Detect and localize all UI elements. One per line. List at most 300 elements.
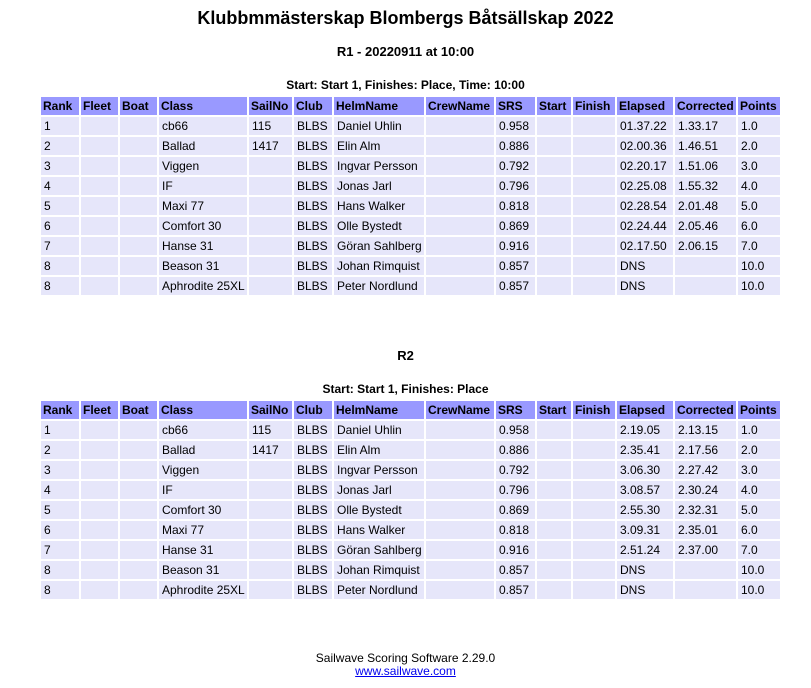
cell-helmname: Ingvar Persson bbox=[334, 157, 424, 175]
cell-points: 7.0 bbox=[738, 541, 780, 559]
cell-class: Ballad bbox=[159, 137, 247, 155]
table-row bbox=[41, 117, 780, 135]
cell-crewname bbox=[426, 257, 494, 275]
cell-fleet bbox=[81, 117, 118, 135]
cell-club: BLBS bbox=[294, 177, 332, 195]
cell-rank: 1 bbox=[41, 117, 79, 135]
cell-srs: 0.818 bbox=[496, 197, 535, 215]
cell-boat bbox=[120, 421, 157, 439]
cell-club: BLBS bbox=[294, 441, 332, 459]
cell-sailno: 1417 bbox=[249, 441, 292, 459]
cell-class: Beason 31 bbox=[159, 257, 247, 275]
cell-finish bbox=[573, 521, 615, 539]
cell-corrected: 2.06.15 bbox=[675, 237, 736, 255]
cell-crewname bbox=[426, 117, 494, 135]
cell-elapsed: 2.19.05 bbox=[617, 421, 673, 439]
cell-sailno bbox=[249, 481, 292, 499]
cell-fleet bbox=[81, 501, 118, 519]
column-header-boat: Boat bbox=[120, 97, 157, 115]
cell-boat bbox=[120, 277, 157, 295]
cell-elapsed: 02.17.50 bbox=[617, 237, 673, 255]
cell-finish bbox=[573, 581, 615, 599]
software-credit: Sailwave Scoring Software 2.29.0 bbox=[315, 651, 496, 665]
cell-rank: 8 bbox=[41, 257, 79, 275]
cell-start bbox=[537, 521, 571, 539]
cell-start bbox=[537, 217, 571, 235]
cell-class: Comfort 30 bbox=[159, 217, 247, 235]
race-1-title: R1 - 20220911 at 10:00 bbox=[336, 44, 475, 59]
cell-helmname: Elin Alm bbox=[334, 137, 424, 155]
cell-helmname: Daniel Uhlin bbox=[334, 421, 424, 439]
table-row bbox=[41, 277, 780, 295]
cell-sailno bbox=[249, 237, 292, 255]
cell-rank: 7 bbox=[41, 541, 79, 559]
cell-crewname bbox=[426, 237, 494, 255]
cell-corrected: 2.32.31 bbox=[675, 501, 736, 519]
table-row bbox=[41, 137, 780, 155]
race-2-title: R2 bbox=[397, 348, 414, 363]
table-row bbox=[41, 197, 780, 215]
column-header-start: Start bbox=[537, 401, 571, 419]
cell-fleet bbox=[81, 277, 118, 295]
cell-finish bbox=[573, 197, 615, 215]
cell-corrected: 2.17.56 bbox=[675, 441, 736, 459]
cell-helmname: Ingvar Persson bbox=[334, 461, 424, 479]
cell-corrected: 2.27.42 bbox=[675, 461, 736, 479]
cell-helmname: Daniel Uhlin bbox=[334, 117, 424, 135]
cell-sailno bbox=[249, 541, 292, 559]
cell-elapsed: DNS bbox=[617, 581, 673, 599]
cell-points: 7.0 bbox=[738, 237, 780, 255]
table-row bbox=[41, 217, 780, 235]
cell-rank: 7 bbox=[41, 237, 79, 255]
cell-crewname bbox=[426, 217, 494, 235]
cell-start bbox=[537, 117, 571, 135]
cell-sailno bbox=[249, 277, 292, 295]
cell-class: Viggen bbox=[159, 461, 247, 479]
cell-points: 6.0 bbox=[738, 217, 780, 235]
cell-sailno: 115 bbox=[249, 421, 292, 439]
cell-srs: 0.916 bbox=[496, 237, 535, 255]
cell-rank: 2 bbox=[41, 441, 79, 459]
cell-srs: 0.796 bbox=[496, 177, 535, 195]
cell-rank: 5 bbox=[41, 197, 79, 215]
cell-srs: 0.869 bbox=[496, 501, 535, 519]
column-header-elapsed: Elapsed bbox=[617, 97, 673, 115]
cell-start bbox=[537, 501, 571, 519]
cell-points: 1.0 bbox=[738, 421, 780, 439]
cell-sailno bbox=[249, 501, 292, 519]
table-row bbox=[41, 441, 780, 459]
cell-finish bbox=[573, 541, 615, 559]
cell-sailno bbox=[249, 521, 292, 539]
column-header-sailno: SailNo bbox=[249, 97, 292, 115]
cell-points: 1.0 bbox=[738, 117, 780, 135]
cell-finish bbox=[573, 177, 615, 195]
cell-fleet bbox=[81, 177, 118, 195]
cell-helmname: Johan Rimquist bbox=[334, 257, 424, 275]
column-header-start: Start bbox=[537, 97, 571, 115]
cell-fleet bbox=[81, 197, 118, 215]
table-row bbox=[41, 177, 780, 195]
cell-finish bbox=[573, 237, 615, 255]
cell-elapsed: 3.08.57 bbox=[617, 481, 673, 499]
cell-crewname bbox=[426, 277, 494, 295]
cell-sailno: 1417 bbox=[249, 137, 292, 155]
cell-elapsed: DNS bbox=[617, 257, 673, 275]
cell-boat bbox=[120, 257, 157, 275]
race-1-start-info: Start: Start 1, Finishes: Place, Time: 10:00 bbox=[286, 78, 525, 92]
cell-rank: 4 bbox=[41, 177, 79, 195]
column-header-rank: Rank bbox=[41, 97, 79, 115]
cell-class: cb66 bbox=[159, 421, 247, 439]
cell-class: Maxi 77 bbox=[159, 521, 247, 539]
cell-points: 3.0 bbox=[738, 461, 780, 479]
cell-corrected: 2.05.46 bbox=[675, 217, 736, 235]
cell-boat bbox=[120, 157, 157, 175]
cell-finish bbox=[573, 561, 615, 579]
cell-start bbox=[537, 561, 571, 579]
column-header-club: Club bbox=[294, 401, 332, 419]
cell-rank: 2 bbox=[41, 137, 79, 155]
cell-crewname bbox=[426, 197, 494, 215]
cell-boat bbox=[120, 461, 157, 479]
cell-finish bbox=[573, 117, 615, 135]
table-row bbox=[41, 157, 780, 175]
cell-helmname: Olle Bystedt bbox=[334, 217, 424, 235]
cell-fleet bbox=[81, 157, 118, 175]
cell-helmname: Göran Sahlberg bbox=[334, 237, 424, 255]
cell-club: BLBS bbox=[294, 117, 332, 135]
table-row bbox=[41, 581, 780, 599]
cell-corrected bbox=[675, 277, 736, 295]
cell-fleet bbox=[81, 541, 118, 559]
cell-class: Ballad bbox=[159, 441, 247, 459]
column-header-crewname: CrewName bbox=[426, 401, 494, 419]
cell-club: BLBS bbox=[294, 481, 332, 499]
cell-crewname bbox=[426, 137, 494, 155]
cell-boat bbox=[120, 137, 157, 155]
cell-rank: 8 bbox=[41, 277, 79, 295]
cell-corrected bbox=[675, 581, 736, 599]
cell-crewname bbox=[426, 481, 494, 499]
race-1-results-table bbox=[39, 95, 782, 297]
cell-fleet bbox=[81, 237, 118, 255]
cell-crewname bbox=[426, 561, 494, 579]
cell-elapsed: 02.28.54 bbox=[617, 197, 673, 215]
cell-fleet bbox=[81, 521, 118, 539]
cell-points: 5.0 bbox=[738, 501, 780, 519]
table-row bbox=[41, 421, 780, 439]
cell-sailno bbox=[249, 461, 292, 479]
cell-srs: 0.818 bbox=[496, 521, 535, 539]
cell-start bbox=[537, 461, 571, 479]
cell-fleet bbox=[81, 461, 118, 479]
cell-finish bbox=[573, 277, 615, 295]
cell-start bbox=[537, 581, 571, 599]
cell-helmname: Peter Nordlund bbox=[334, 581, 424, 599]
cell-finish bbox=[573, 257, 615, 275]
column-header-corrected: Corrected bbox=[675, 401, 736, 419]
cell-fleet bbox=[81, 421, 118, 439]
cell-boat bbox=[120, 481, 157, 499]
cell-corrected: 1.33.17 bbox=[675, 117, 736, 135]
column-header-sailno: SailNo bbox=[249, 401, 292, 419]
cell-srs: 0.857 bbox=[496, 277, 535, 295]
cell-boat bbox=[120, 501, 157, 519]
cell-corrected bbox=[675, 561, 736, 579]
cell-points: 2.0 bbox=[738, 441, 780, 459]
table-row bbox=[41, 257, 780, 275]
cell-finish bbox=[573, 481, 615, 499]
cell-points: 3.0 bbox=[738, 157, 780, 175]
cell-start bbox=[537, 137, 571, 155]
cell-points: 2.0 bbox=[738, 137, 780, 155]
cell-elapsed: 01.37.22 bbox=[617, 117, 673, 135]
cell-rank: 3 bbox=[41, 157, 79, 175]
cell-srs: 0.792 bbox=[496, 157, 535, 175]
cell-corrected: 2.13.15 bbox=[675, 421, 736, 439]
cell-club: BLBS bbox=[294, 197, 332, 215]
cell-boat bbox=[120, 177, 157, 195]
column-header-elapsed: Elapsed bbox=[617, 401, 673, 419]
race-2-results-table bbox=[39, 399, 782, 601]
cell-sailno bbox=[249, 561, 292, 579]
cell-rank: 6 bbox=[41, 521, 79, 539]
cell-points: 10.0 bbox=[738, 257, 780, 275]
cell-start bbox=[537, 157, 571, 175]
cell-helmname: Johan Rimquist bbox=[334, 561, 424, 579]
cell-crewname bbox=[426, 581, 494, 599]
race-2-start-info: Start: Start 1, Finishes: Place bbox=[322, 382, 489, 396]
cell-helmname: Jonas Jarl bbox=[334, 481, 424, 499]
cell-club: BLBS bbox=[294, 541, 332, 559]
cell-crewname bbox=[426, 177, 494, 195]
cell-club: BLBS bbox=[294, 237, 332, 255]
cell-boat bbox=[120, 197, 157, 215]
cell-srs: 0.792 bbox=[496, 461, 535, 479]
cell-rank: 3 bbox=[41, 461, 79, 479]
cell-fleet bbox=[81, 561, 118, 579]
cell-srs: 0.857 bbox=[496, 561, 535, 579]
cell-helmname: Peter Nordlund bbox=[334, 277, 424, 295]
cell-corrected: 1.51.06 bbox=[675, 157, 736, 175]
cell-club: BLBS bbox=[294, 421, 332, 439]
cell-elapsed: 2.35.41 bbox=[617, 441, 673, 459]
cell-srs: 0.869 bbox=[496, 217, 535, 235]
sailwave-link[interactable]: www.sailwave.com bbox=[355, 664, 456, 678]
cell-fleet bbox=[81, 257, 118, 275]
cell-class: Aphrodite 25XL bbox=[159, 277, 247, 295]
cell-sailno bbox=[249, 177, 292, 195]
cell-boat bbox=[120, 581, 157, 599]
cell-corrected: 2.37.00 bbox=[675, 541, 736, 559]
cell-helmname: Hans Walker bbox=[334, 197, 424, 215]
table-row bbox=[41, 461, 780, 479]
cell-elapsed: 2.55.30 bbox=[617, 501, 673, 519]
cell-elapsed: DNS bbox=[617, 277, 673, 295]
cell-sailno bbox=[249, 581, 292, 599]
cell-points: 4.0 bbox=[738, 481, 780, 499]
cell-club: BLBS bbox=[294, 581, 332, 599]
cell-finish bbox=[573, 217, 615, 235]
cell-corrected: 2.35.01 bbox=[675, 521, 736, 539]
cell-srs: 0.857 bbox=[496, 581, 535, 599]
cell-corrected: 1.55.32 bbox=[675, 177, 736, 195]
cell-club: BLBS bbox=[294, 217, 332, 235]
cell-class: Hanse 31 bbox=[159, 237, 247, 255]
cell-sailno bbox=[249, 157, 292, 175]
cell-elapsed: 3.06.30 bbox=[617, 461, 673, 479]
column-header-class: Class bbox=[159, 401, 247, 419]
column-header-srs: SRS bbox=[496, 97, 535, 115]
cell-finish bbox=[573, 441, 615, 459]
cell-class: Beason 31 bbox=[159, 561, 247, 579]
cell-srs: 0.886 bbox=[496, 137, 535, 155]
cell-crewname bbox=[426, 501, 494, 519]
cell-start bbox=[537, 481, 571, 499]
cell-finish bbox=[573, 421, 615, 439]
column-header-class: Class bbox=[159, 97, 247, 115]
cell-srs: 0.958 bbox=[496, 117, 535, 135]
cell-points: 5.0 bbox=[738, 197, 780, 215]
cell-elapsed: DNS bbox=[617, 561, 673, 579]
cell-club: BLBS bbox=[294, 137, 332, 155]
column-header-rank: Rank bbox=[41, 401, 79, 419]
cell-class: Aphrodite 25XL bbox=[159, 581, 247, 599]
footer bbox=[0, 652, 811, 678]
column-header-fleet: Fleet bbox=[81, 97, 118, 115]
cell-points: 10.0 bbox=[738, 561, 780, 579]
column-header-helmname: HelmName bbox=[334, 97, 424, 115]
cell-corrected: 2.30.24 bbox=[675, 481, 736, 499]
cell-sailno bbox=[249, 197, 292, 215]
cell-club: BLBS bbox=[294, 501, 332, 519]
cell-class: IF bbox=[159, 481, 247, 499]
column-header-corrected: Corrected bbox=[675, 97, 736, 115]
cell-helmname: Olle Bystedt bbox=[334, 501, 424, 519]
cell-finish bbox=[573, 461, 615, 479]
cell-rank: 1 bbox=[41, 421, 79, 439]
cell-sailno bbox=[249, 257, 292, 275]
cell-srs: 0.916 bbox=[496, 541, 535, 559]
cell-elapsed: 02.00.36 bbox=[617, 137, 673, 155]
cell-boat bbox=[120, 117, 157, 135]
column-header-boat: Boat bbox=[120, 401, 157, 419]
column-header-finish: Finish bbox=[573, 401, 615, 419]
cell-points: 10.0 bbox=[738, 581, 780, 599]
cell-crewname bbox=[426, 421, 494, 439]
cell-start bbox=[537, 197, 571, 215]
cell-club: BLBS bbox=[294, 461, 332, 479]
cell-finish bbox=[573, 137, 615, 155]
cell-boat bbox=[120, 217, 157, 235]
cell-finish bbox=[573, 157, 615, 175]
cell-start bbox=[537, 541, 571, 559]
column-header-helmname: HelmName bbox=[334, 401, 424, 419]
cell-crewname bbox=[426, 521, 494, 539]
cell-crewname bbox=[426, 157, 494, 175]
cell-finish bbox=[573, 501, 615, 519]
cell-club: BLBS bbox=[294, 561, 332, 579]
cell-rank: 5 bbox=[41, 501, 79, 519]
cell-rank: 8 bbox=[41, 561, 79, 579]
cell-boat bbox=[120, 237, 157, 255]
cell-rank: 4 bbox=[41, 481, 79, 499]
cell-fleet bbox=[81, 441, 118, 459]
cell-helmname: Elin Alm bbox=[334, 441, 424, 459]
cell-points: 4.0 bbox=[738, 177, 780, 195]
cell-rank: 6 bbox=[41, 217, 79, 235]
column-header-fleet: Fleet bbox=[81, 401, 118, 419]
cell-fleet bbox=[81, 217, 118, 235]
column-header-points: Points bbox=[738, 401, 780, 419]
cell-start bbox=[537, 257, 571, 275]
cell-srs: 0.857 bbox=[496, 257, 535, 275]
cell-rank: 8 bbox=[41, 581, 79, 599]
table-row bbox=[41, 501, 780, 519]
cell-srs: 0.958 bbox=[496, 421, 535, 439]
cell-crewname bbox=[426, 541, 494, 559]
cell-crewname bbox=[426, 461, 494, 479]
cell-elapsed: 02.24.44 bbox=[617, 217, 673, 235]
cell-start bbox=[537, 237, 571, 255]
table-row bbox=[41, 481, 780, 499]
table-header-row bbox=[41, 401, 780, 419]
cell-club: BLBS bbox=[294, 521, 332, 539]
cell-club: BLBS bbox=[294, 277, 332, 295]
cell-elapsed: 02.25.08 bbox=[617, 177, 673, 195]
cell-boat bbox=[120, 521, 157, 539]
cell-corrected bbox=[675, 257, 736, 275]
cell-start bbox=[537, 441, 571, 459]
cell-start bbox=[537, 177, 571, 195]
column-header-crewname: CrewName bbox=[426, 97, 494, 115]
cell-class: Hanse 31 bbox=[159, 541, 247, 559]
column-header-finish: Finish bbox=[573, 97, 615, 115]
cell-elapsed: 3.09.31 bbox=[617, 521, 673, 539]
cell-class: IF bbox=[159, 177, 247, 195]
cell-helmname: Jonas Jarl bbox=[334, 177, 424, 195]
column-header-club: Club bbox=[294, 97, 332, 115]
cell-elapsed: 02.20.17 bbox=[617, 157, 673, 175]
cell-crewname bbox=[426, 441, 494, 459]
cell-start bbox=[537, 277, 571, 295]
cell-boat bbox=[120, 561, 157, 579]
cell-helmname: Hans Walker bbox=[334, 521, 424, 539]
cell-helmname: Göran Sahlberg bbox=[334, 541, 424, 559]
cell-start bbox=[537, 421, 571, 439]
cell-sailno: 115 bbox=[249, 117, 292, 135]
cell-elapsed: 2.51.24 bbox=[617, 541, 673, 559]
cell-club: BLBS bbox=[294, 157, 332, 175]
column-header-srs: SRS bbox=[496, 401, 535, 419]
cell-class: Viggen bbox=[159, 157, 247, 175]
cell-srs: 0.796 bbox=[496, 481, 535, 499]
table-row bbox=[41, 521, 780, 539]
cell-srs: 0.886 bbox=[496, 441, 535, 459]
cell-club: BLBS bbox=[294, 257, 332, 275]
cell-class: cb66 bbox=[159, 117, 247, 135]
cell-points: 6.0 bbox=[738, 521, 780, 539]
table-row bbox=[41, 541, 780, 559]
cell-fleet bbox=[81, 137, 118, 155]
column-header-points: Points bbox=[738, 97, 780, 115]
cell-points: 10.0 bbox=[738, 277, 780, 295]
cell-fleet bbox=[81, 581, 118, 599]
cell-sailno bbox=[249, 217, 292, 235]
cell-corrected: 1.46.51 bbox=[675, 137, 736, 155]
